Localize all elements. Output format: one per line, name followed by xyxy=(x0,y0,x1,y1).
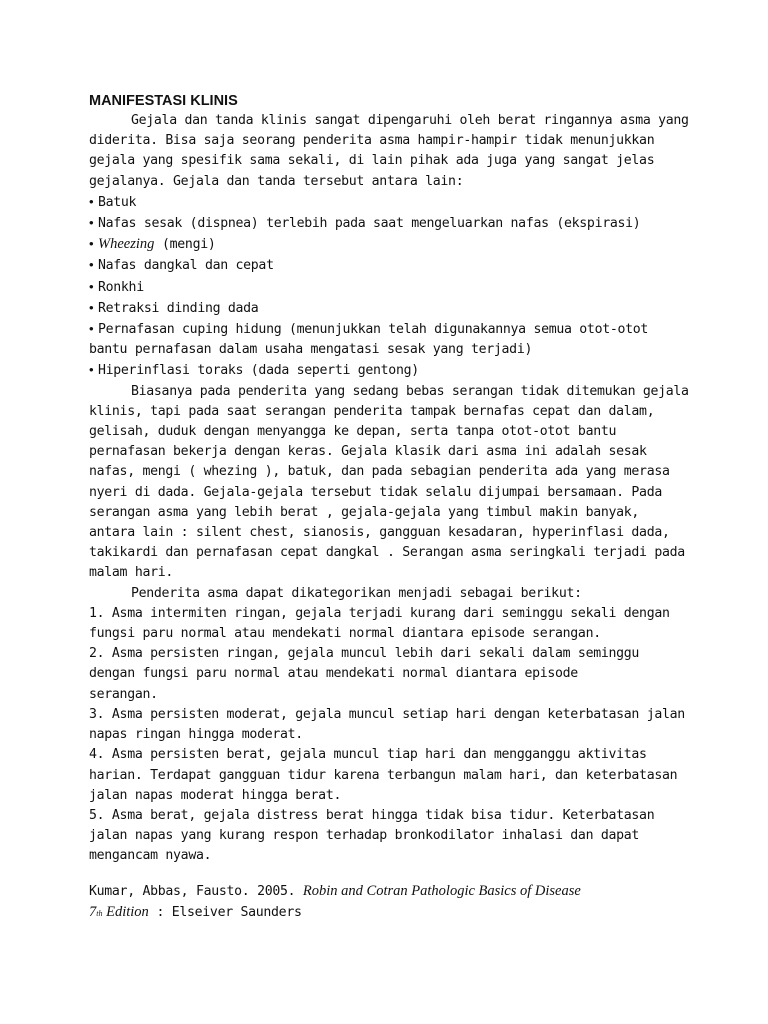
symptom-item: • Batuk xyxy=(89,192,689,213)
reference-line-1 xyxy=(89,881,689,902)
reference-edition-number: 7 xyxy=(89,903,97,920)
symptom-item: • Pernafasan cuping hidung (menunjukkan telah digunakannya semua otot-otot bantu pernafasan dalam usaha mengatasi sesak yang terjadi) xyxy=(89,321,649,358)
symptom-item: • Retraksi dinding dada xyxy=(89,298,689,319)
bullet-icon: • xyxy=(89,215,94,231)
reference-authors: Kumar, Abbas, Fausto. 2005. xyxy=(89,883,303,899)
category-item: 5. Asma berat, gejala distress berat hingga tidak bisa tidur. Keterbatasan jalan napas yang kurang respon terhadap bronkodilator inhalasi dan dapat mengancam nyawa. xyxy=(89,807,662,864)
clinical-paragraph: Biasanya pada penderita yang sedang bebas serangan tidak ditemukan gejala klinis, tapi pada saat serangan penderita tampak bernafas cepat dan dalam, gelisah, duduk dengan menyangga ke depan, serta tanpa otot-otot bantu pernafasan bekerja dengan keras. Gejala klasik dari asma ini adalah sesak nafas, mengi ( whezing ), batuk, dan pada sebagian penderita ada yang merasa nyeri di dada. Gejala-gejala tersebut tidak selalu dijumpai bersamaan. Pada serangan asma yang lebih berat , gejala-gejala yang timbul makin banyak, antara lain : silent chest, sianosis, gangguan kesadaran, hyperinflasi dada, takikardi dan pernafasan cepat dangkal . Serangan asma seringkali terjadi pada malam hari. xyxy=(89,383,697,581)
reference-publisher: : Elseiver Saunders xyxy=(148,904,302,920)
bullet-icon: • xyxy=(89,362,94,378)
bullet-icon: • xyxy=(89,321,94,337)
category-item: 1. Asma intermiten ringan, gejala terjadi kurang dari seminggu sekali dengan fungsi paru normal atau mendekati normal diantara episode serangan. xyxy=(89,605,678,642)
bullet-icon: • xyxy=(89,193,94,209)
section-heading: MANIFESTASI KLINIS xyxy=(89,93,238,109)
category-item: 2. Asma persisten ringan, gejala muncul lebih dari sekali dalam seminggu dengan fungsi paru normal atau mendekati normal diantara episode serangan. xyxy=(89,646,640,702)
reference-title: Robin and Cotran Pathologic Basics of Disease xyxy=(302,882,581,899)
reference-line-2 xyxy=(89,902,689,924)
reference-edition-suffix: th xyxy=(96,908,103,918)
asthma-category-list xyxy=(89,604,693,867)
bullet-icon: • xyxy=(89,278,94,294)
symptom-item: • Wheezing (mengi) xyxy=(89,234,689,255)
bullet-icon: • xyxy=(89,257,94,273)
category-item: 4. Asma persisten berat, gejala muncul tiap hari dan mengganggu aktivitas harian. Terdapat gangguan tidur karena terbangun malam hari, dan keterbatasan jalan napas moderat hingga berat. xyxy=(89,747,685,803)
bullet-icon: • xyxy=(89,236,94,252)
wheezing-term: Wheezing xyxy=(98,236,155,253)
symptom-item: • Nafas sesak (dispnea) terlebih pada saat mengeluarkan nafas (ekspirasi) xyxy=(89,213,689,234)
symptom-item: • Ronkhi xyxy=(89,277,689,298)
bullet-icon: • xyxy=(89,299,94,315)
symptom-item: • Nafas dangkal dan cepat xyxy=(89,255,689,276)
symptom-list xyxy=(89,192,689,382)
reference-edition-word: Edition xyxy=(102,903,149,920)
document-page xyxy=(89,91,697,924)
symptom-item: • Hiperinflasi toraks (dada seperti gentong) xyxy=(89,360,689,381)
intro-paragraph: Gejala dan tanda klinis sangat dipengaruhi oleh berat ringannya asma yang diderita. Bisa saja seorang penderita asma hampir-hampir tidak menunjukkan gejala yang spesifik sama sekali, di lain pihak ada juga yang sangat jelas gejalanya. Gejala dan tanda tersebut antara lain: xyxy=(89,113,697,189)
category-intro: Penderita asma dapat dikategorikan menjadi sebagai berikut: xyxy=(131,585,582,601)
category-item: 3. Asma persisten moderat, gejala muncul setiap hari dengan keterbatasan jalan napas ringan hingga moderat. xyxy=(89,706,693,743)
reference-citation xyxy=(89,881,689,924)
